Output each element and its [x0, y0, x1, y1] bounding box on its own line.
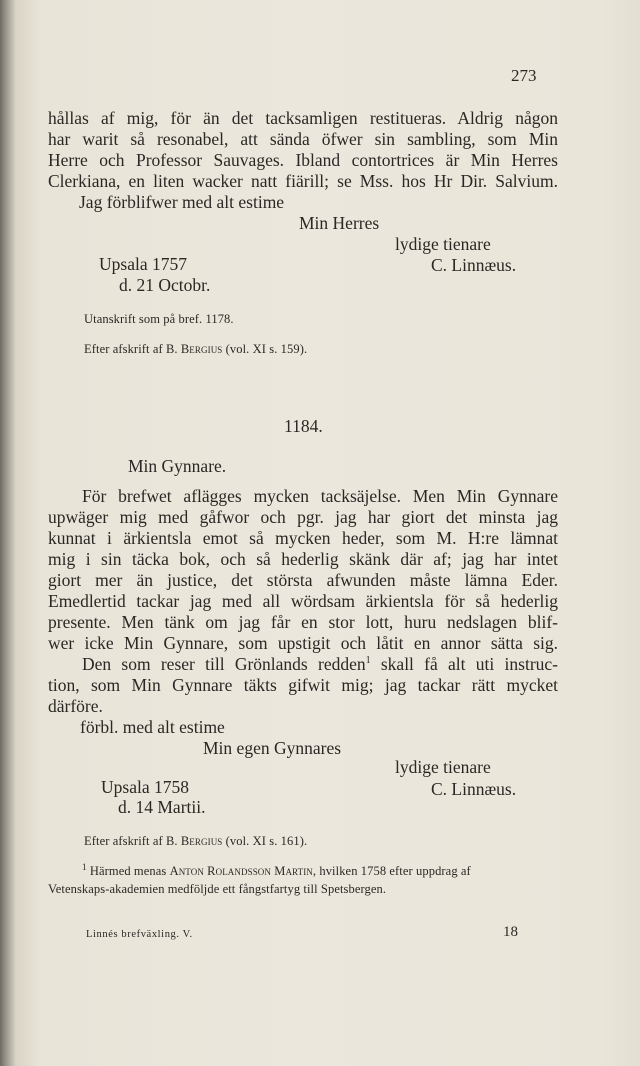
body-line: mig i sin täcka bok, och så hederlig skänk där af; jag har intet	[48, 549, 558, 569]
page-number: 273	[511, 66, 537, 85]
place-date: Upsala 1757	[99, 254, 187, 274]
source-note: Efter afskrift af B. Bergius (vol. XI s. 161).	[84, 834, 308, 848]
signature: C. Linnæus.	[431, 779, 517, 799]
body-line: presente. Men tänk om jag får en stor lott, huru nedslagen blif-	[48, 612, 558, 632]
body-line: Den som reser till Grönlands redden$^1$ skall få alt uti instruc-	[82, 654, 558, 674]
addressee-line: Min Herres	[299, 213, 380, 233]
source-note: Efter afskrift af B. Bergius (vol. XI s. 159).	[84, 342, 308, 356]
closing-line: Jag förblifwer med alt estime	[79, 192, 285, 212]
letter-number: 1184.	[284, 416, 323, 436]
footnote-line: $^1$ Härmed menas Anton Rolandsson Martin, hvilken 1758 efter uppdrag af	[82, 861, 471, 878]
signoff-line: lydige tienare	[395, 757, 491, 777]
body-line: wer icke Min Gynnare, som upstigit och låtit en annor sätta sig.	[48, 633, 558, 653]
footnote-line: Vetenskaps-akademien medföljde ett fångstfartyg till Spetsbergen.	[48, 882, 387, 896]
signature: C. Linnæus.	[431, 255, 517, 275]
body-line: upwäger mig med gåfwor och pgr. jag har giort det minsta jag	[48, 507, 558, 527]
address-note: Utanskrift som på bref. 1178.	[84, 312, 234, 326]
footer-title: Linnés brefväxling. V.	[86, 929, 193, 940]
body-line: Clerkiana, en liten wacker natt fiärill; se Mss. hos Hr Dir. Salvium.	[48, 171, 558, 191]
addressee-line: Min egen Gynnares	[203, 738, 342, 758]
body-line: För brefwet aflägges mycken tacksäjelse. Men Min Gynnare	[82, 486, 558, 506]
salutation: Min Gynnare.	[128, 456, 227, 476]
letter-date: d. 21 Octobr.	[119, 275, 211, 295]
footnote-marker: 1	[365, 655, 371, 667]
letter-date: d. 14 Martii.	[118, 797, 206, 817]
body-line: giort mer än justice, det största afwunden måste lämna Eder.	[48, 570, 558, 590]
body-line: därföre.	[48, 696, 103, 716]
closing-line: förbl. med alt estime	[80, 717, 225, 737]
signoff-line: lydige tienare	[395, 234, 491, 254]
signature-mark: 18	[503, 924, 518, 940]
body-line: tion, som Min Gynnare täkts gifwit mig; jag tackar rätt mycket	[48, 675, 558, 695]
body-line: har warit så resonabel, att sända öfwer sin sambling, som Min	[48, 129, 558, 149]
body-line: Emedlertid tackar jag med all wördsam ärkientsla för så hederlig	[48, 591, 558, 611]
place-date: Upsala 1758	[101, 777, 189, 797]
body-line: Herre och Professor Sauvages. Ibland contortrices är Min Herres	[48, 150, 558, 170]
body-line: kunnat i ärkientsla emot så mycken heder, som M. H:re lämnat	[48, 528, 558, 548]
body-line: hållas af mig, för än det tacksamligen restitueras. Aldrig någon	[48, 108, 558, 128]
